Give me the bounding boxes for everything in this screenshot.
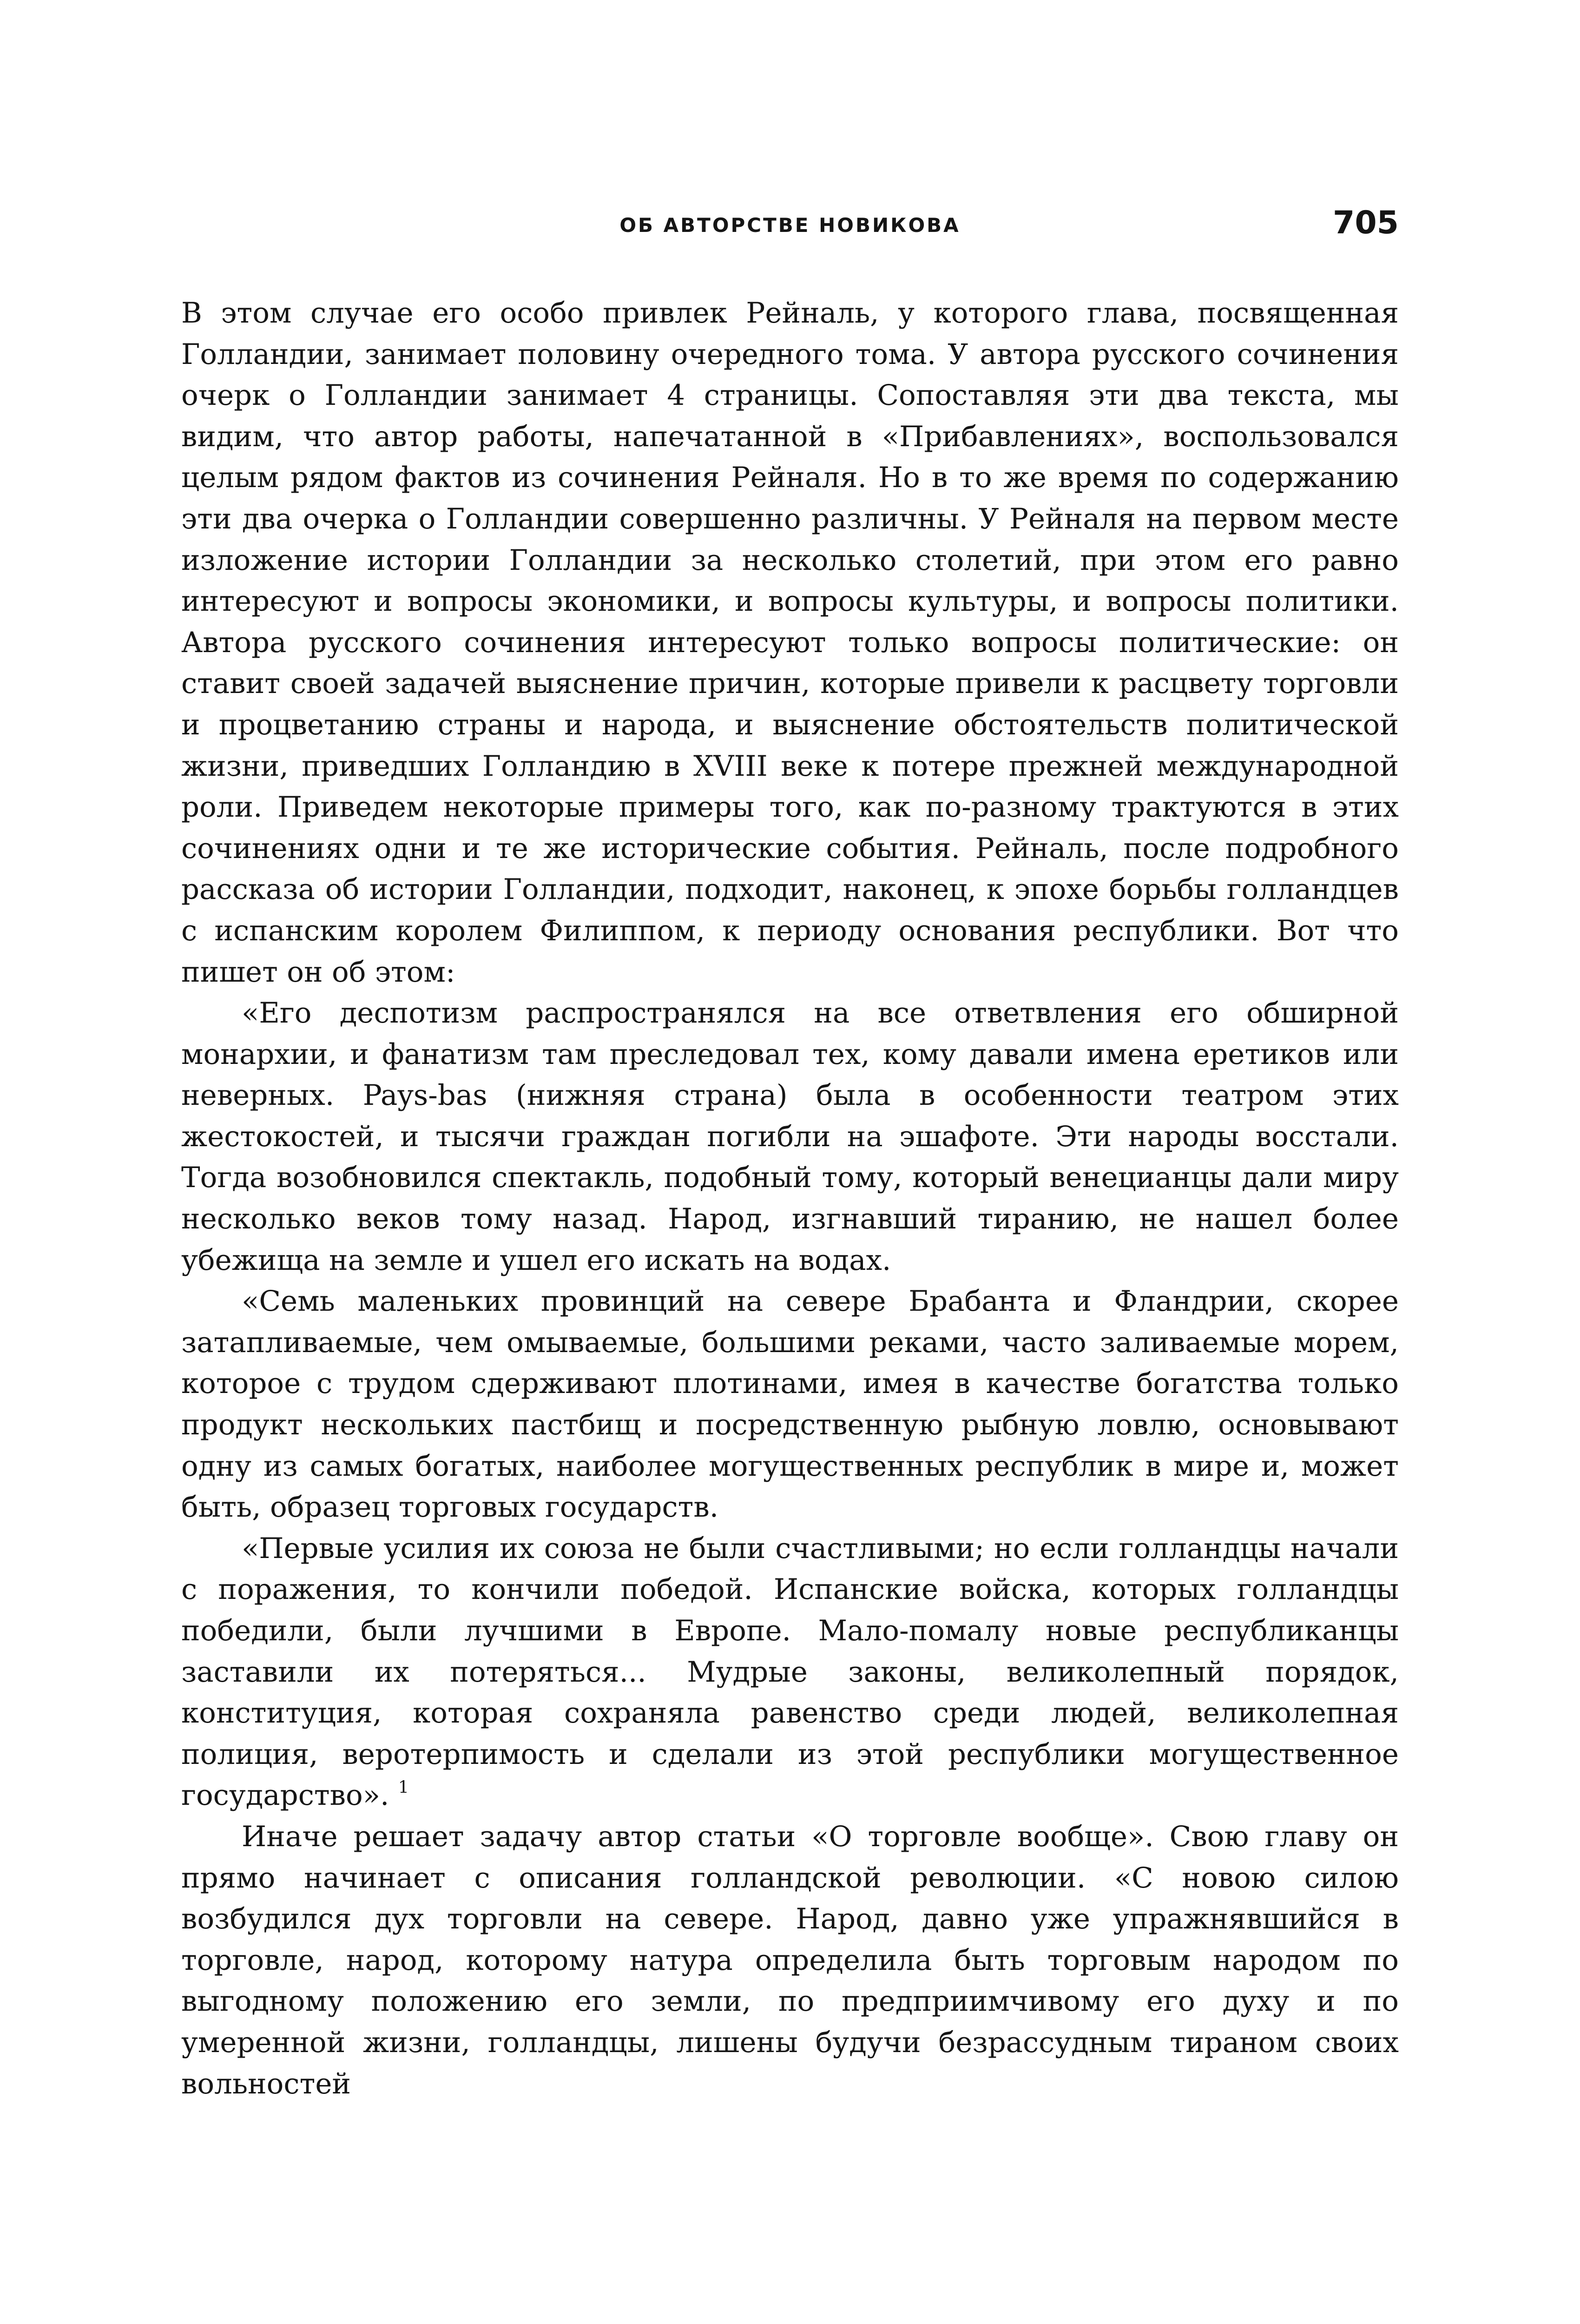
main-text bbox=[181, 293, 1399, 2105]
page-header bbox=[181, 205, 1399, 246]
running-title: ОБ АВТОРСТВЕ НОВИКОВА bbox=[619, 214, 961, 237]
quote-paragraph: «Семь маленьких провинций на севере Брабанта и Фландрии, скорее затапливаемые, чем омываемые, большими реками, часто заливаемые морем, которое с трудом сдерживают плотинами, имея в качестве богатства только продукт нескольких пастбищ и посредственную рыбную ловлю, основывают одну из самых богатых, наиболее могущественных республик в мире и, может быть, образец торговых государств. bbox=[181, 1285, 1399, 1524]
quote-paragraph bbox=[181, 1528, 1399, 1816]
quote-paragraph: «Его деспотизм распространялся на все ответвления его обширной монархии, и фанатизм там преследовал тех, кому давали имена еретиков или неверных. Pays-bas (нижняя страна) была в особенности театром этих жестокостей, и тысячи граждан погибли на эшафоте. Эти народы восстали. Тогда возобновился спектакль, подобный тому, который венецианцы дали миру несколько веков тому назад. Народ, изгнавший тиранию, не нашел более убежища на земле и ушел его искать на водах. bbox=[181, 997, 1399, 1277]
footnote-reference: 1 bbox=[398, 1777, 409, 1797]
page-number: 705 bbox=[1333, 205, 1399, 241]
paragraph: Иначе решает задачу автор статьи «О торговле вообще». Свою главу он прямо начинает с описания голландской революции. «С новою силою возбудился дух торговли на севере. Народ, давно уже упражнявшийся в торговле, народ, которому натура определила быть торговым народом по выгодному положению его земли, по предприимчивому его духу и по умеренной жизни, голландцы, лишены будучи безрассудным тираном своих вольностей bbox=[181, 1820, 1399, 2100]
quote-text: «Первые усилия их союза не были счастливыми; но если голландцы начали с поражения, то кончили победой. Испанские войска, которых голландцы победили, были лучшими в Европе. Мало-помалу новые республиканцы заставили их потеряться... Мудрые законы, великолепный порядок, конституция, которая сохраняла равенство среди людей, великолепная полиция, веротерпимость и сделали из этой республики могущественное государство». bbox=[181, 1532, 1399, 1812]
paragraph: В этом случае его особо привлек Рейналь, у которого глава, посвященная Голландии, занимает половину очередного тома. У автора русского сочинения очерк о Голландии занимает 4 страницы. Сопоставляя эти два текста, мы видим, что автор работы, напечатанной в «Прибавлениях», воспользовался целым рядом фактов из сочинения Рейналя. Но в то же время по содержанию эти два очерка о Голландии совершенно различны. У Рейналя на первом месте изложение истории Голландии за несколько столетий, при этом его равно интересуют и вопросы экономики, и вопросы культуры, и вопросы политики. Автора русского сочинения интересуют только вопросы политические: он ставит своей задачей выяснение причин, которые привели к расцвету торговли и процветанию страны и народа, и выяснение обстоятельств политической жизни, приведших Голландию в XVIII веке к потере прежней международной роли. Приведем некоторые примеры того, как по-разному трактуются в этих сочинениях одни и те же исторические события. Рейналь, после подробного рассказа об истории Голландии, подходит, наконец, к эпохе борьбы голландцев с испанским королем Филиппом, к периоду основания республики. Вот что пишет он об этом: bbox=[181, 297, 1399, 989]
